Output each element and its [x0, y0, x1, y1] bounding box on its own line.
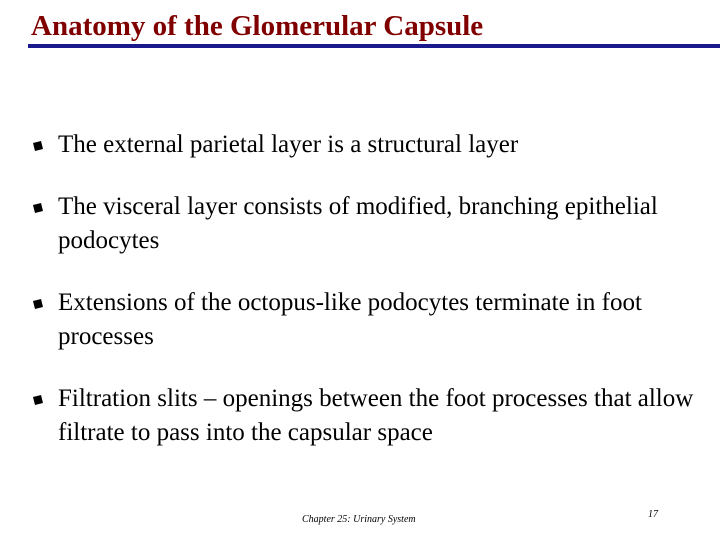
bullet-item: [30, 128, 710, 162]
square-bullet-icon: [32, 394, 44, 406]
square-bullet-icon: [32, 140, 44, 152]
bullet-item: [30, 382, 710, 450]
bullet-text: Extensions of the octopus-like podocytes terminate in foot processes: [58, 289, 642, 350]
footer-chapter: Chapter 25: Urinary System: [302, 514, 416, 525]
bullet-item: [30, 286, 710, 354]
title-underline: [28, 44, 720, 48]
bullet-text: The visceral layer consists of modified, branching epithelial podocytes: [58, 193, 658, 254]
slide-title: Anatomy of the Glomerular Capsule: [31, 10, 484, 42]
page-number: 17: [648, 509, 658, 520]
square-bullet-icon: [32, 202, 44, 214]
bullet-text: The external parietal layer is a structural layer: [58, 131, 519, 158]
square-bullet-icon: [32, 298, 44, 310]
bullet-item: [30, 190, 710, 258]
bullet-text: Filtration slits – openings between the foot processes that allow filtrate to pass into the capsular space: [58, 385, 694, 446]
